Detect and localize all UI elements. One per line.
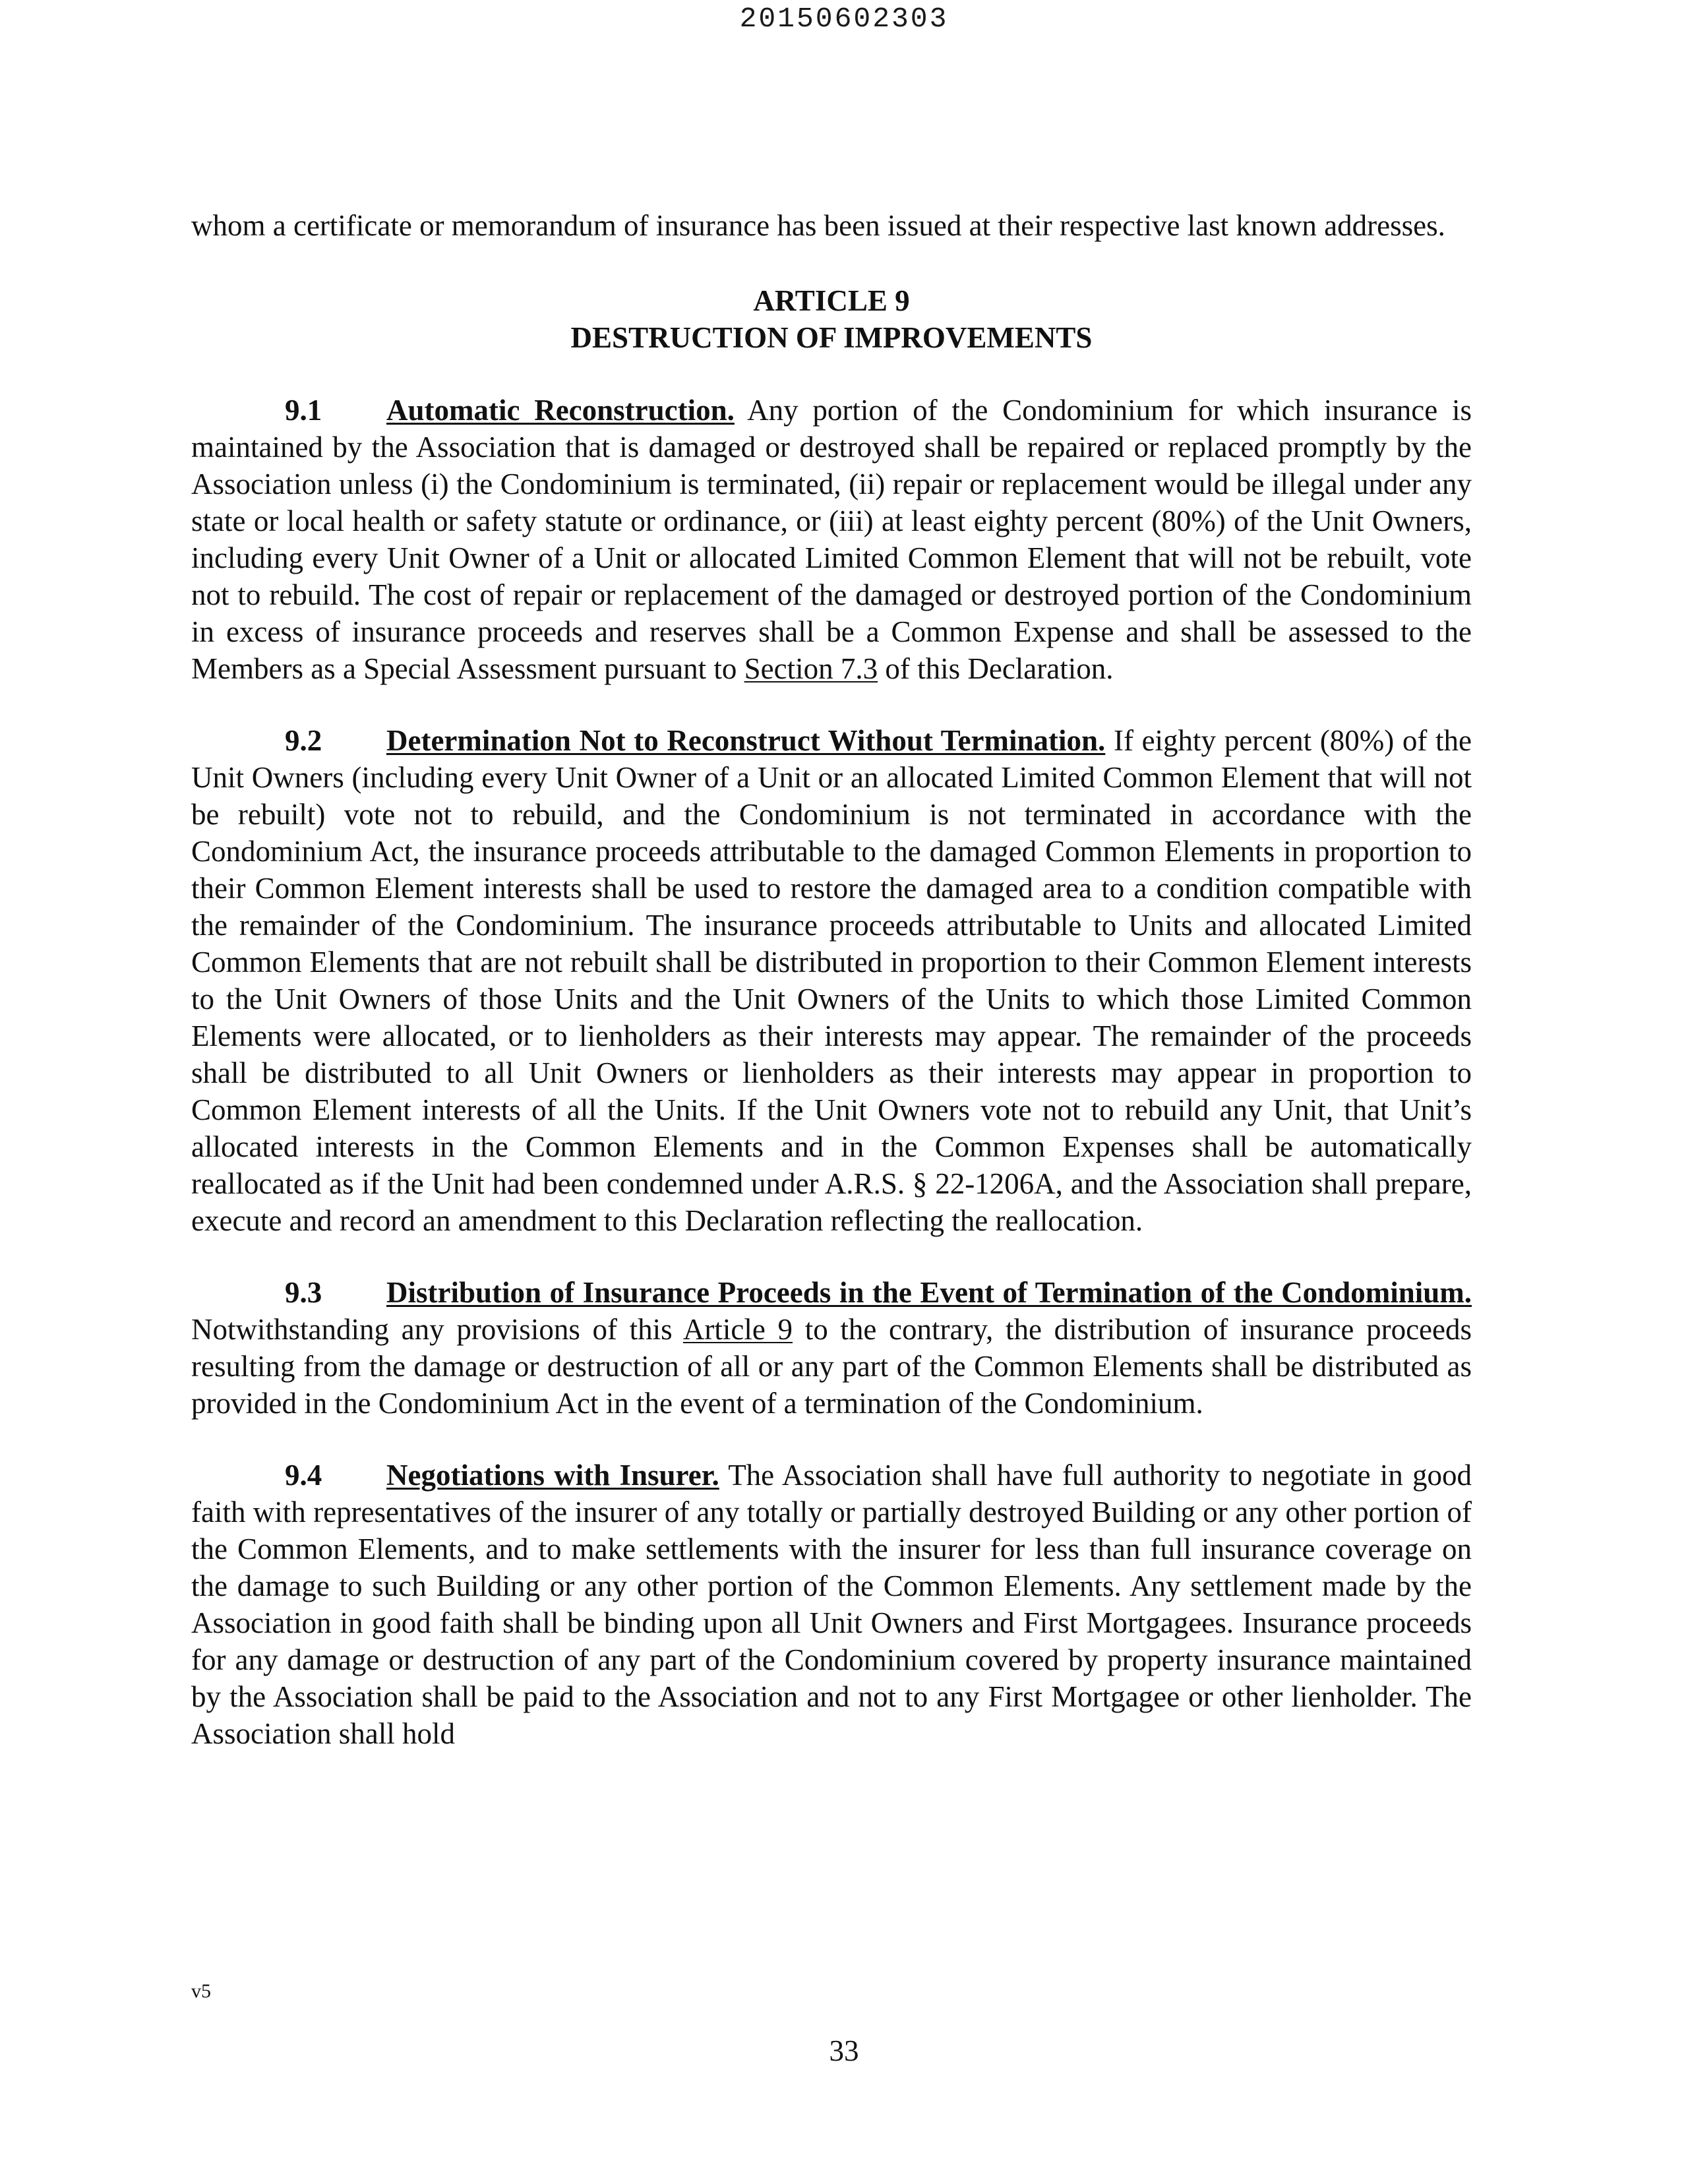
section-number: 9.2 bbox=[285, 724, 322, 757]
article-title: DESTRUCTION OF IMPROVEMENTS bbox=[570, 321, 1093, 354]
page-number: 33 bbox=[829, 2034, 859, 2067]
section-9-2 bbox=[191, 722, 1472, 1239]
article-heading bbox=[191, 282, 1472, 356]
section-body-continued: to the contrary, the distribution of insurance proceeds resulting from the damage or destruction of all or any part of the Common Elements shall be distributed as provided in the Condominium Act in the event of a termination of the Condominium. bbox=[191, 1313, 1472, 1420]
section-number: 9.1 bbox=[285, 394, 322, 427]
section-9-3 bbox=[191, 1274, 1472, 1422]
section-title: Distribution of Insurance Proceeds in the Event of Termination of the Condominium. bbox=[386, 1276, 1472, 1309]
section-title: Determination Not to Reconstruct Without Termination. bbox=[386, 724, 1106, 757]
document-number: 20150602303 bbox=[739, 3, 949, 35]
section-title: Automatic Reconstruction. bbox=[386, 394, 735, 427]
page-content bbox=[191, 207, 1472, 1787]
section-body: Any portion of the Condominium for which insurance is maintained by the Association that is damaged or destroyed shall be repaired or replaced promptly by the Association unless (i) the Condominium is terminated, (ii) repair or replacement would be illegal under any state or local health or safety statute or ordinance, or (iii) at least eighty percent (80%) of the Unit Owners, including every Unit Owner of a Unit or allocated Limited Common Element that will not be rebuilt, vote not to rebuild. The cost of repair or replacement of the damaged or destroyed portion of the Condominium in excess of insurance proceeds and reserves shall be a Common Expense and shall be assessed to the Members as a Special Assessment pursuant to bbox=[191, 394, 1472, 685]
intro-paragraph: whom a certificate or memorandum of insurance has been issued at their respective last known addresses. bbox=[191, 209, 1445, 242]
section-body: The Association shall have full authority to negotiate in good faith with representatives of the insurer of any totally or partially destroyed Building or any other portion of the Common Elements, and to make settlements with the insurer for less than full insurance coverage on the damage to such Building or any other portion of the Common Elements. Any settlement made by the Association in good faith shall be binding upon all Unit Owners and First Mortgagees. Insurance proceeds for any damage or destruction of any part of the Condominium covered by property insurance maintained by the Association shall be paid to the Association and not to any First Mortgagee or other lienholder. The Association shall hold bbox=[191, 1459, 1472, 1750]
cross-reference-link: Article 9 bbox=[682, 1313, 793, 1346]
section-body: If eighty percent (80%) of the Unit Owners (including every Unit Owner of a Unit or an allocated Limited Common Element that will not be rebuilt) vote not to rebuild, and the Condominium is not terminated in accordance with the Condominium Act, the insurance proceeds attributable to the damaged Common Elements in proportion to their Common Element interests shall be used to restore the damaged area to a condition compatible with the remainder of the Condominium. The insurance proceeds attributable to Units and allocated Limited Common Elements that are not rebuilt shall be distributed in proportion to their Common Element interests to the Unit Owners of those Units and the Unit Owners of the Units to which those Limited Common Elements were allocated, or to lienholders as their interests may appear. The remainder of the proceeds shall be distributed to all Unit Owners or lienholders as their interests may appear in proportion to Common Element interests of all the Units. If the Unit Owners vote not to rebuild any Unit, that Unit’s allocated interests in the Common Elements and in the Common Expenses shall be automatically reallocated as if the Unit had been condemned under A.R.S. § 22-1206A, and the Association shall prepare, execute and record an amendment to this Declaration reflecting the reallocation. bbox=[191, 724, 1472, 1237]
section-9-1 bbox=[191, 392, 1472, 687]
section-9-4 bbox=[191, 1457, 1472, 1752]
article-number: ARTICLE 9 bbox=[753, 284, 910, 317]
section-body: Notwithstanding any provisions of this bbox=[191, 1313, 673, 1346]
section-number: 9.3 bbox=[285, 1276, 322, 1309]
section-body-continued: of this Declaration. bbox=[885, 652, 1114, 685]
version-label: v5 bbox=[191, 1980, 211, 2002]
section-number: 9.4 bbox=[285, 1459, 322, 1492]
section-title: Negotiations with Insurer. bbox=[386, 1459, 719, 1492]
cross-reference-link: Section 7.3 bbox=[744, 652, 878, 685]
